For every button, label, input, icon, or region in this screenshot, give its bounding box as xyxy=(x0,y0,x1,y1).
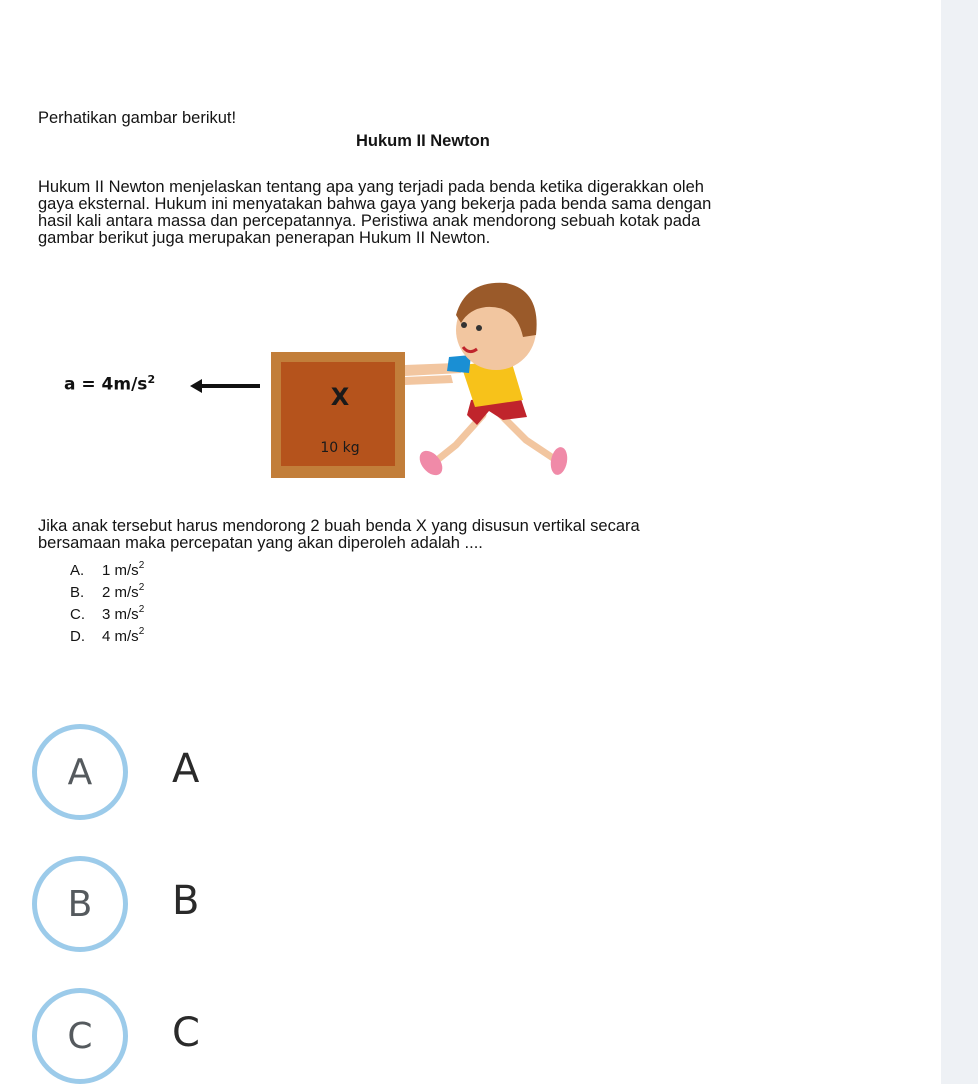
answer-text[interactable]: B xyxy=(172,878,200,924)
question-paragraph xyxy=(38,179,830,247)
answer-option-a[interactable] xyxy=(32,724,532,820)
acceleration-label: $a = 4m/s^2$ xyxy=(64,373,156,395)
boy-pushing-box-illustration xyxy=(271,265,573,488)
option-letter: A. xyxy=(70,562,85,579)
paragraph-line: gambar berikut juga merupakan penerapan Hukum II Newton. xyxy=(38,229,491,247)
question-prompt xyxy=(38,518,830,552)
question-intro: Perhatikan gambar berikut! xyxy=(38,109,237,127)
answer-option-c[interactable] xyxy=(32,988,532,1084)
prompt-line: Jika anak tersebut harus mendorong 2 buah benda X yang disusun vertikal secara xyxy=(38,517,640,535)
mass-label: 10 kg xyxy=(320,440,360,456)
option-value: 4 $m/s^2$ xyxy=(102,626,145,645)
answer-text[interactable]: C xyxy=(172,1010,200,1056)
option-letter: B. xyxy=(70,584,85,601)
paragraph-line: gaya eksternal. Hukum ini menyatakan bahwa gaya yang bekerja pada benda sama dengan xyxy=(38,195,712,213)
paragraph-line: Hukum II Newton menjelaskan tentang apa yang terjadi pada benda ketika digerakkan oleh xyxy=(38,178,704,196)
option-value: 3 $m/s^2$ xyxy=(102,604,145,623)
option-value: 1 $m/s^2$ xyxy=(102,560,145,579)
side-panel xyxy=(941,0,978,1084)
option-letter: D. xyxy=(70,628,85,645)
arrow-left-icon xyxy=(190,378,262,394)
answer-badge[interactable]: B xyxy=(32,856,128,952)
option-value: 2 $m/s^2$ xyxy=(102,582,145,601)
answer-badge[interactable]: C xyxy=(32,988,128,1084)
answer-text[interactable]: A xyxy=(172,746,200,792)
paragraph-line: hasil kali antara massa dan percepatannya. Peristiwa anak mendorong sebuah kotak pada xyxy=(38,212,701,230)
question-title: Hukum II Newton xyxy=(356,132,490,150)
prompt-line: bersamaan maka percepatan yang akan diperoleh adalah .... xyxy=(38,534,483,552)
option-letter: C. xyxy=(70,606,85,623)
answer-badge[interactable]: A xyxy=(32,724,128,820)
box-label: X xyxy=(330,383,350,411)
answer-option-b[interactable] xyxy=(32,856,532,952)
